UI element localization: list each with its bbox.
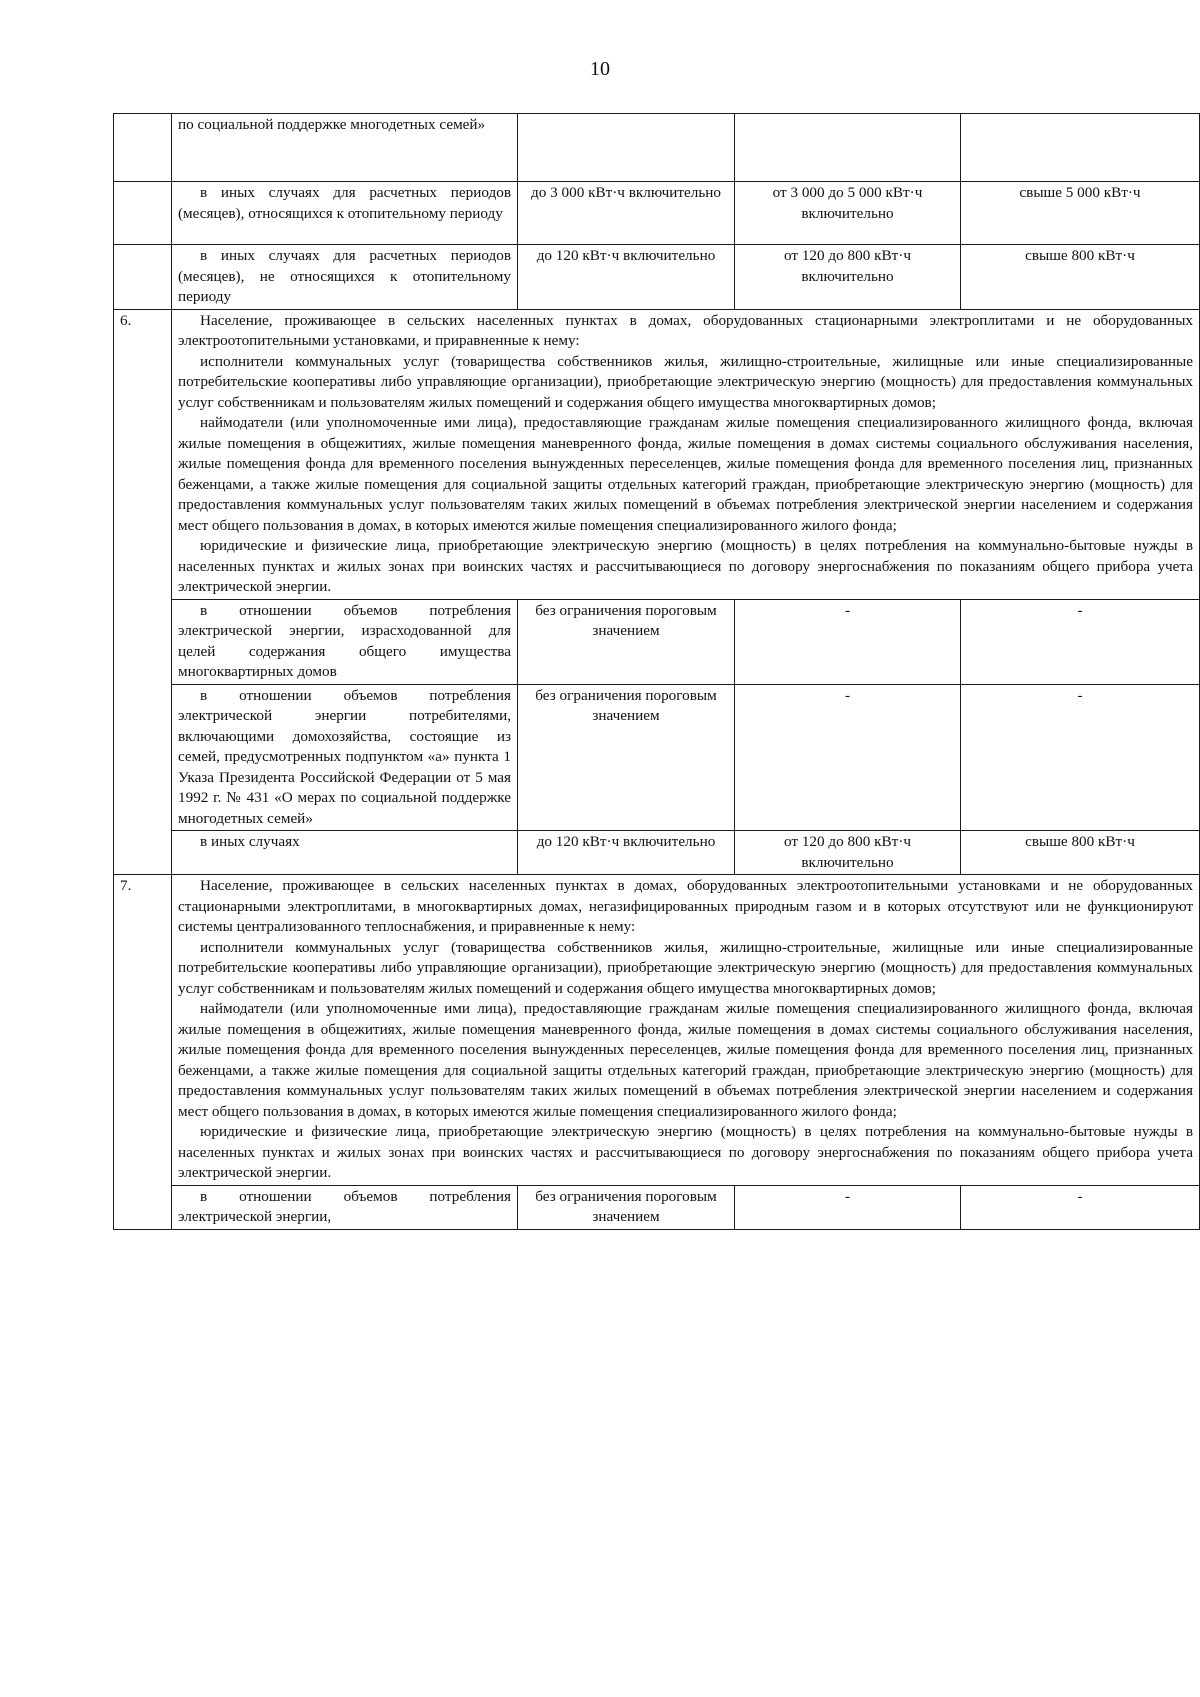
table-row bbox=[114, 114, 1200, 182]
threshold-2: - bbox=[735, 1185, 961, 1229]
threshold-1: без ограничения пороговым значением bbox=[518, 1185, 735, 1229]
row-number-cell bbox=[114, 182, 172, 245]
threshold-1: до 120 кВт·ч включительно bbox=[518, 245, 735, 310]
threshold-1 bbox=[518, 114, 735, 182]
table-row bbox=[114, 245, 1200, 310]
table-row bbox=[114, 182, 1200, 245]
row-description: в отношении объемов потребления электрической энергии потребителями, включающими домохозяйства, состоящие из семей, предусмотренных подпунктом «а» пункта 1 Указа Президента Российской Федерации от 5 мая 1992 г. № 431 «О мерах по социальной поддержке многодетных семей» bbox=[172, 684, 518, 831]
table-row bbox=[114, 831, 1200, 875]
threshold-2: от 120 до 800 кВт·ч включительно bbox=[735, 245, 961, 310]
table-row bbox=[114, 599, 1200, 684]
threshold-3: - bbox=[961, 599, 1200, 684]
threshold-3: свыше 5 000 кВт·ч bbox=[961, 182, 1200, 245]
group-7-description: Население, проживающее в сельских населенных пунктах в домах, оборудованных электроотопительными установками и не оборудованных стационарными электроплитами, в многоквартирных домах, негазифицированных природным газом и в которых отсутствуют или не функционируют системы централизованного теплоснабжения, и приравненные к нему: исполнители коммунальных услуг (товарищества собственников жилья, жилищно-строительные, жилищные или иные специализированные потребительские кооперативы либо управляющие организации), приобретающие электрическую энергию (мощность) для предоставления коммунальных услуг собственникам и пользователям жилых помещений и содержания общего имущества многоквартирных домов; наймодатели (или уполномоченные ими лица), предоставляющие гражданам жилые помещения специализированного жилищного фонда, включая жилые помещения в общежитиях, жилые помещения маневренного фонда, жилые помещения в домах системы социального обслуживания населения, жилые помещения фонда для временного поселения вынужденных переселенцев, жилые помещения фонда для временного поселения лиц, признанных беженцами, а также жилые помещения для социальной защиты отдельных категорий граждан, приобретающие электрическую энергию (мощность) для предоставления коммунальных услуг пользователям таких жилых помещений в объемах потребления электрической энергии населением и содержания мест общего пользования в домах, в которых имеются жилые помещения специализированного жилого фонда; юридические и физические лица, приобретающие электрическую энергию (мощность) в целях потребления на коммунально-бытовые нужды в населенных пунктах и жилых зонах при воинских частях и рассчитывающиеся по договору энергоснабжения по показаниям общего прибора учета электрической энергии. bbox=[172, 875, 1200, 1186]
threshold-3: свыше 800 кВт·ч bbox=[961, 831, 1200, 875]
threshold-2: - bbox=[735, 599, 961, 684]
row-description: в иных случаях для расчетных периодов (месяцев), относящихся к отопительному периоду bbox=[172, 182, 518, 245]
threshold-3: свыше 800 кВт·ч bbox=[961, 245, 1200, 310]
row-description: в иных случаях bbox=[172, 831, 518, 875]
group-7-header-row bbox=[114, 875, 1200, 1186]
threshold-2: от 3 000 до 5 000 кВт·ч включительно bbox=[735, 182, 961, 245]
tariff-table bbox=[113, 113, 1200, 1230]
threshold-1: без ограничения пороговым значением bbox=[518, 684, 735, 831]
threshold-3 bbox=[961, 114, 1200, 182]
threshold-3: - bbox=[961, 684, 1200, 831]
group-6-number: 6. bbox=[114, 309, 172, 875]
group-6-header-row bbox=[114, 309, 1200, 599]
table-row bbox=[114, 1185, 1200, 1229]
table-row bbox=[114, 684, 1200, 831]
threshold-1: до 3 000 кВт·ч включительно bbox=[518, 182, 735, 245]
threshold-2 bbox=[735, 114, 961, 182]
row-number-cell bbox=[114, 245, 172, 310]
threshold-1: без ограничения пороговым значением bbox=[518, 599, 735, 684]
group-7-number: 7. bbox=[114, 875, 172, 1230]
row-description: в иных случаях для расчетных периодов (месяцев), не относящихся к отопительному периоду bbox=[172, 245, 518, 310]
group-6-description: Население, проживающее в сельских населенных пунктах в домах, оборудованных стационарными электроплитами и не оборудованных электроотопительными установками, и приравненные к нему: исполнители коммунальных услуг (товарищества собственников жилья, жилищно-строительные, жилищные или иные специализированные потребительские кооперативы либо управляющие организации), приобретающие электрическую энергию (мощность) для предоставления коммунальных услуг собственникам и пользователям жилых помещений и содержания общего имущества многоквартирных домов; наймодатели (или уполномоченные ими лица), предоставляющие гражданам жилые помещения специализированного жилищного фонда, включая жилые помещения в общежитиях, жилые помещения маневренного фонда, жилые помещения в домах системы социального обслуживания населения, жилые помещения фонда для временного поселения вынужденных переселенцев, жилые помещения фонда для временного поселения лиц, признанных беженцами, а также жилые помещения для социальной защиты отдельных категорий граждан, приобретающие электрическую энергию (мощность) для предоставления коммунальных услуг пользователям таких жилых помещений в объемах потребления электрической энергии населением и содержания мест общего пользования в домах, в которых имеются жилые помещения специализированного жилого фонда; юридические и физические лица, приобретающие электрическую энергию (мощность) в целях потребления на коммунально-бытовые нужды в населенных пунктах и жилых зонах при воинских частях и рассчитывающиеся по договору энергоснабжения по показаниям общего прибора учета электрической энергии. bbox=[172, 309, 1200, 599]
row-description: по социальной поддержке многодетных семей» bbox=[172, 114, 518, 182]
threshold-2: от 120 до 800 кВт·ч включительно bbox=[735, 831, 961, 875]
row-number-cell bbox=[114, 114, 172, 182]
row-description: в отношении объемов потребления электрической энергии, bbox=[172, 1185, 518, 1229]
page-number: 10 bbox=[590, 58, 610, 80]
threshold-2: - bbox=[735, 684, 961, 831]
threshold-3: - bbox=[961, 1185, 1200, 1229]
row-description: в отношении объемов потребления электрической энергии, израсходованной для целей содержания общего имущества многоквартирных домов bbox=[172, 599, 518, 684]
threshold-1: до 120 кВт·ч включительно bbox=[518, 831, 735, 875]
